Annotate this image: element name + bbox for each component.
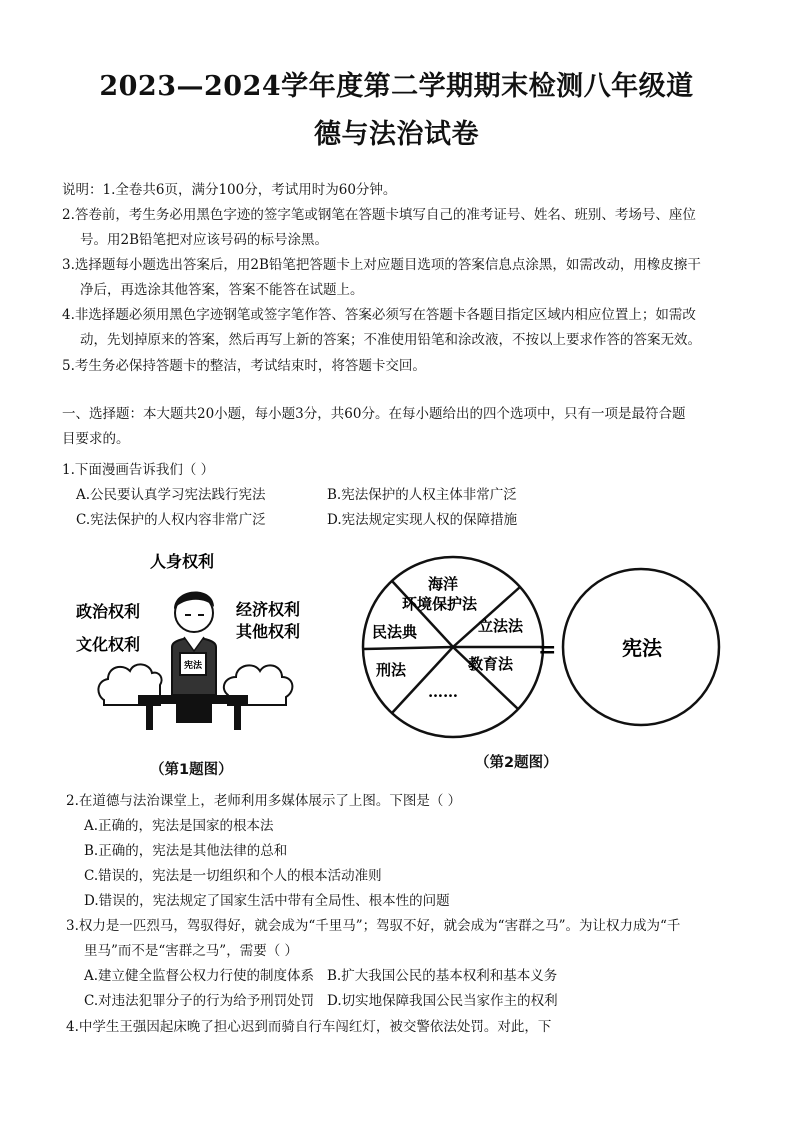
bench-leg-right [234, 704, 241, 730]
q1-option-d: D.宪法规定实现人权的保障措施 [327, 512, 518, 528]
exam-title-line2: 德与法治试卷 [314, 119, 479, 150]
figure-2-caption: （第2题图） [475, 755, 558, 771]
instruction-2-cont: 号。用2B铅笔把对应该号码的标号涂黑。 [80, 232, 329, 248]
q4-stem: 4.中学生王强因起床晚了担心迟到而骑自行车闯红灯，被交警依法处罚。对此，下 [66, 1019, 552, 1035]
label-cultural-rights: 文化权利 [76, 635, 141, 654]
instruction-3-cont: 净后，再选涂其他答案，答案不能答在试题上。 [80, 282, 364, 298]
instruction-4-cont: 动，先划掉原来的答案，然后再写上新的答案；不准使用铅笔和涂改液，不按以上要求作答的答案无效。 [80, 332, 701, 348]
label-personal-rights: 人身权利 [150, 552, 215, 571]
label-political-rights: 政治权利 [76, 602, 141, 621]
q3-option-d: D.切实地保障我国公民当家作主的权利 [327, 993, 558, 1009]
q1-option-c: C.宪法保护的人权内容非常广泛 [76, 512, 266, 528]
figure-1-caption: （第1题图） [150, 762, 233, 778]
label-other-rights: 其他权利 [236, 622, 301, 641]
q2-option-c: C.错误的，宪法是一切组织和个人的根本活动准则 [84, 868, 382, 884]
person-legs-shape [176, 695, 212, 723]
q1-option-a: A.公民要认真学习宪法践行宪法 [76, 487, 266, 503]
bench-leg-left [146, 704, 153, 730]
pie-label-environment-law: 环境保护法 [402, 595, 478, 613]
q3-stem: 3.权力是一匹烈马，驾驭得好，就会成为“千里马”；驾驭不好，就会成为“害群之马”。为让权力成为“千 [66, 918, 681, 934]
pie-label-legislation-law: 立法法 [478, 617, 524, 635]
q3-option-b: B.扩大我国公民的基本权利和基本义务 [327, 968, 558, 984]
equals-sign: = [538, 637, 557, 663]
q2-option-a: A.正确的，宪法是国家的根本法 [84, 818, 274, 834]
section1-heading: 一、选择题：本大题共20小题，每小题3分，共60分。在每小题给出的四个选项中，只有一项是最符合题 [62, 406, 686, 422]
pie-label-criminal-law: 刑法 [376, 661, 407, 679]
person-hair-shape [174, 591, 214, 609]
q3-option-a: A.建立健全监督公权力行使的制度体系 [84, 968, 315, 984]
instruction-4: 4.非选择题必须用黑色字迹钢笔或签字笔作答、答案必须写在答题卡各题目指定区域内相应位置上；如需改 [62, 307, 696, 323]
pie-label-education-law: 教育法 [468, 655, 514, 673]
instruction-3: 3.选择题每小题选出答案后，用2B铅笔把答题卡上对应题目选项的答案信息点涂黑，如需改动，用橡皮擦干 [62, 257, 701, 273]
instruction-1: 说明：1.全卷共6页，满分100分，考试用时为60分钟。 [62, 182, 397, 198]
q2-stem: 2.在道德与法治课堂上，老师利用多媒体展示了上图。下图是（ ） [66, 793, 462, 809]
q3-stem-cont: 里马”而不是“害群之马”，需要（ ） [84, 943, 298, 959]
label-economic-rights: 经济权利 [236, 600, 301, 619]
q2-option-b: B.正确的，宪法是其他法律的总和 [84, 843, 288, 859]
instruction-5: 5.考生务必保持答题卡的整洁，考试结束时，将答题卡交回。 [62, 358, 426, 374]
pie-label-ellipsis: …… [428, 683, 458, 701]
instruction-2: 2.答卷前，考生务必用黑色字迹的签字笔或钢笔在答题卡填写自己的准考证号、姓名、班别、考场号、座位 [62, 207, 696, 223]
exam-title-line1: 2023—2024学年度第二学期期末检测八年级道 [99, 71, 694, 102]
figure-2-diagram [360, 555, 740, 755]
q2-option-d: D.错误的，宪法规定了国家生活中带有全局性、根本性的问题 [84, 893, 450, 909]
q3-option-c: C.对违法犯罪分子的行为给予刑罚处罚 [84, 993, 315, 1009]
constitution-book-label: 宪法 [184, 661, 203, 671]
constitution-circle-label: 宪法 [622, 636, 662, 660]
q1-option-b: B.宪法保护的人权主体非常广泛 [327, 487, 517, 503]
pie-label-ocean: 海洋 [428, 575, 459, 593]
figure-1-cartoon [60, 545, 330, 755]
section1-heading-cont: 目要求的。 [62, 431, 130, 447]
pie-divider-5 [392, 647, 453, 713]
pie-divider-3 [363, 647, 453, 649]
pie-label-civil-code: 民法典 [372, 623, 418, 641]
q1-stem: 1.下面漫画告诉我们（ ） [62, 462, 215, 478]
